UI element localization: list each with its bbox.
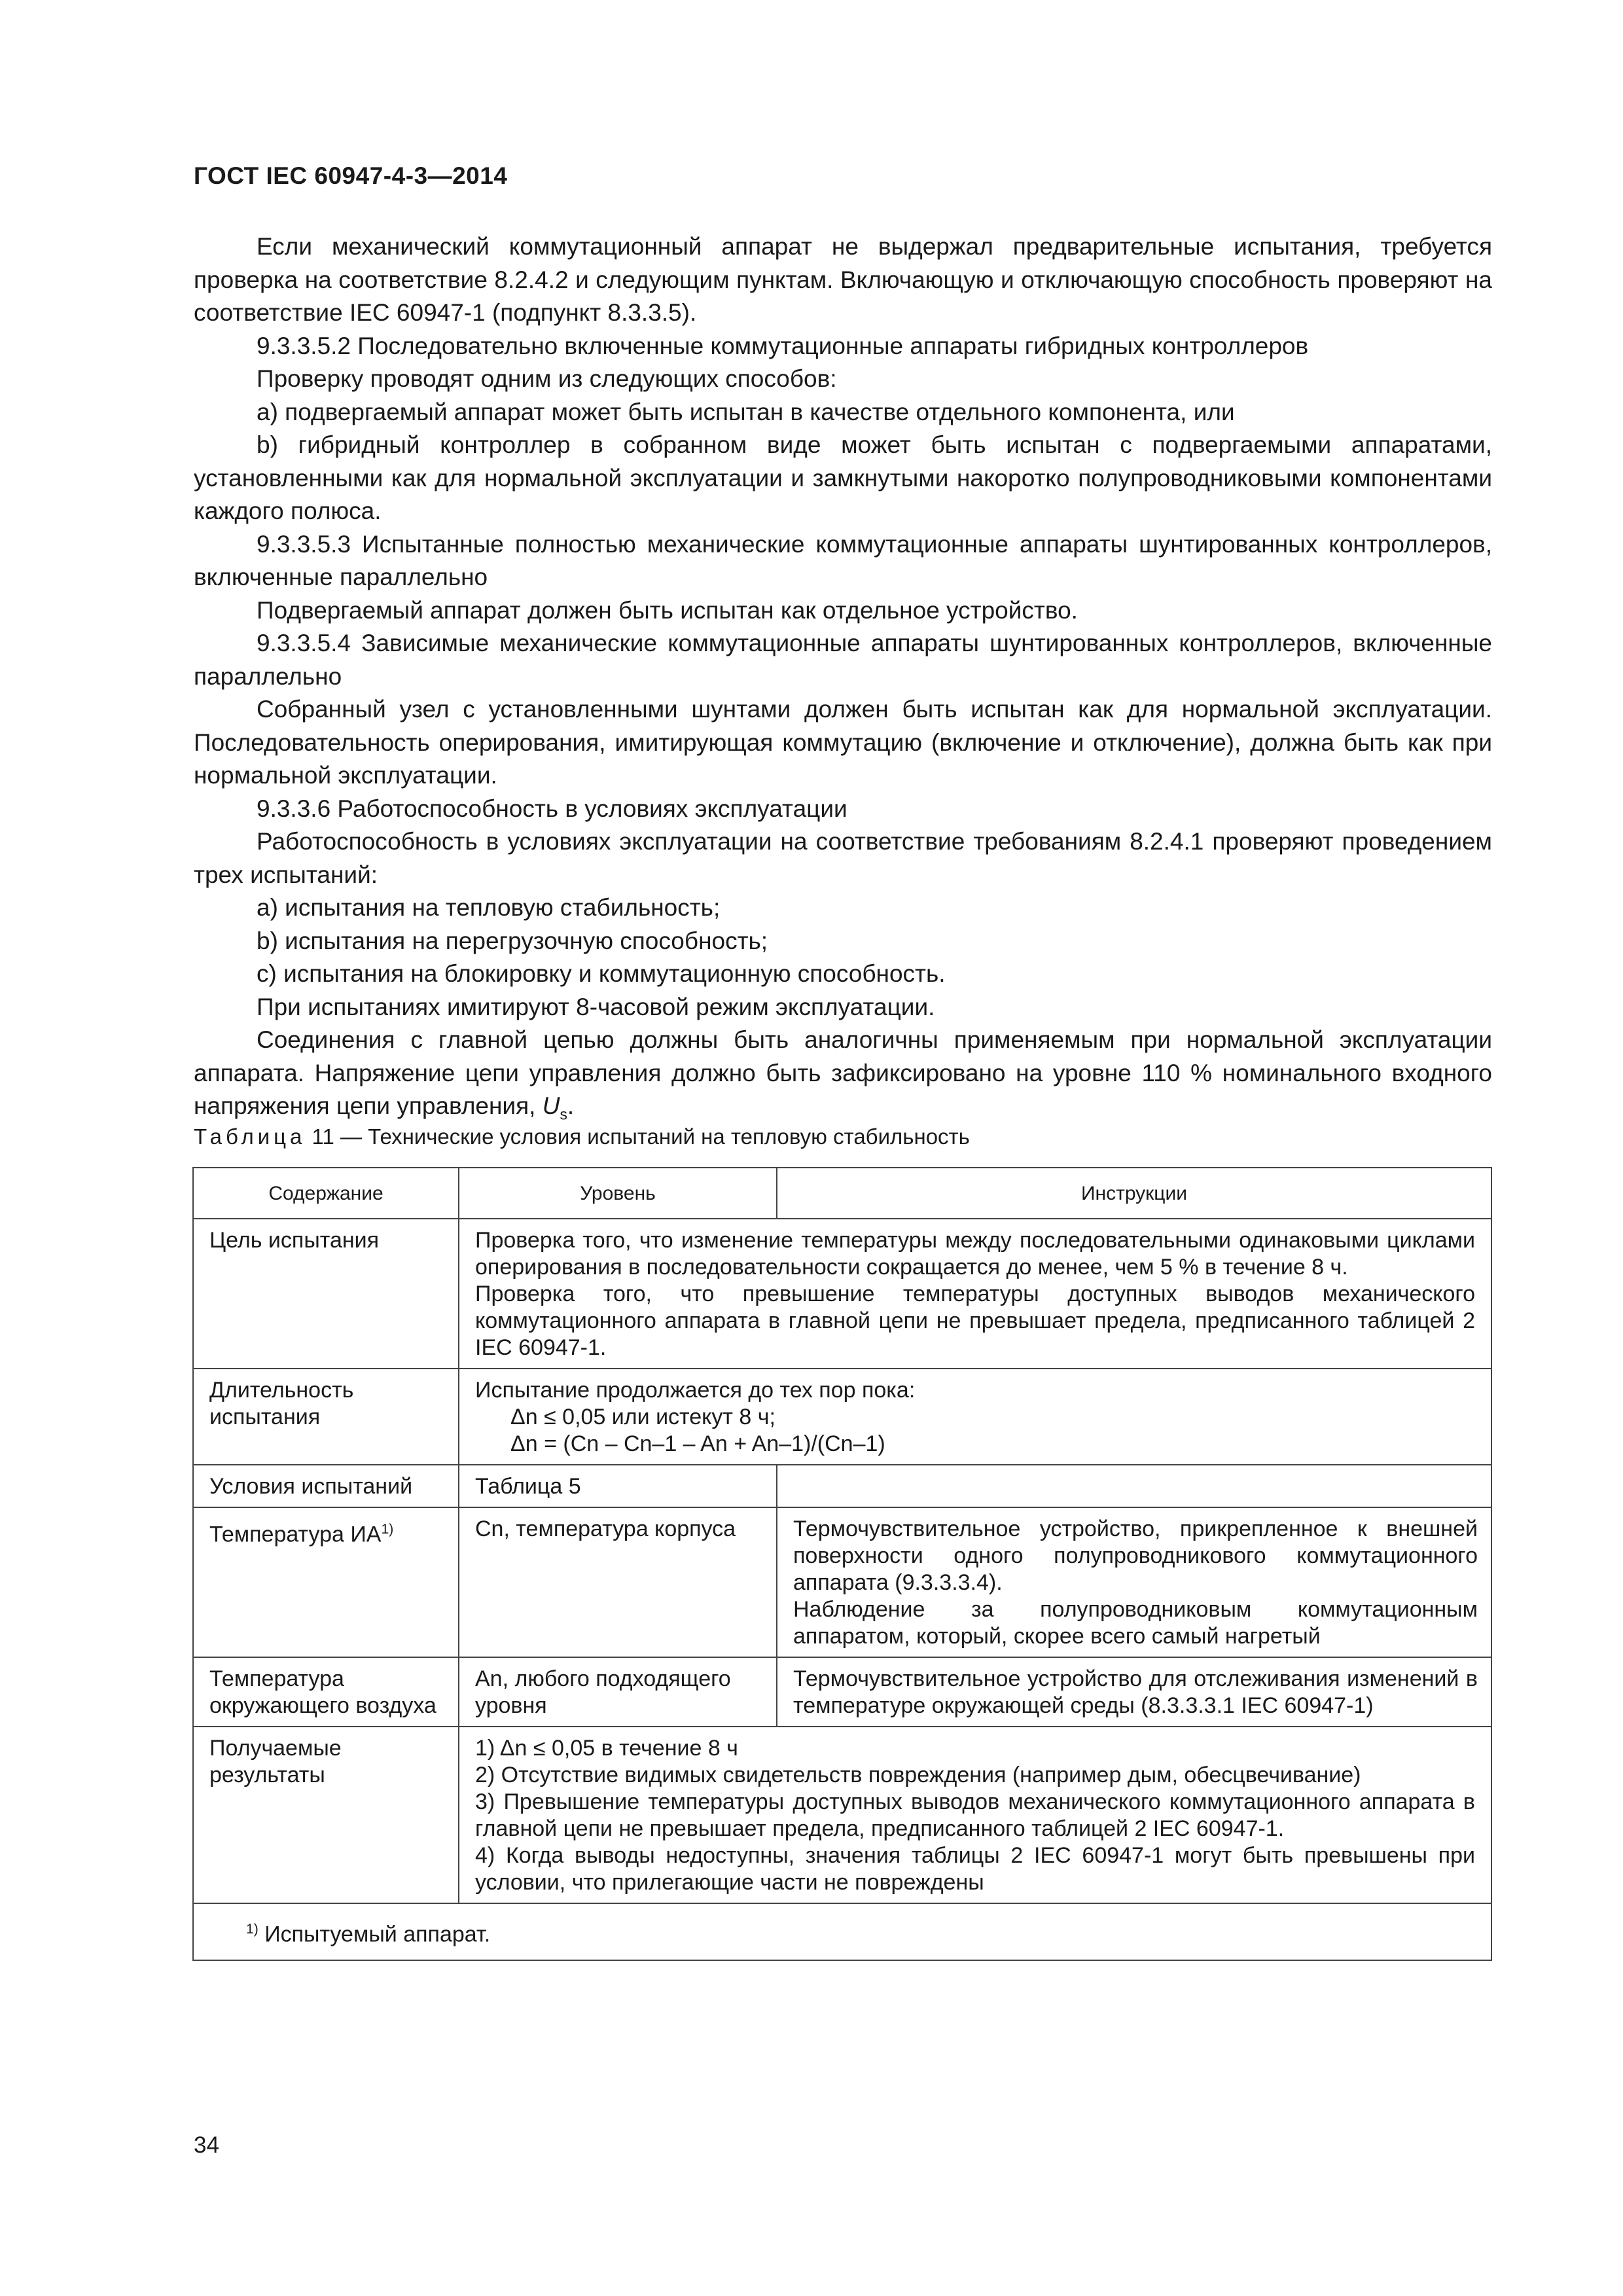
result-item: 1) Δn ≤ 0,05 в течение 8 ч bbox=[475, 1736, 738, 1761]
result-item: 2) Отсутствие видимых свидетельств повреждения (например дым, обесцвечивание) bbox=[475, 1763, 1361, 1787]
row-text-line: Наблюдение за полупроводниковым коммутационным аппаратом, который, скорее всего самый нагретый bbox=[793, 1597, 1478, 1649]
row-label bbox=[193, 1507, 459, 1657]
paragraph: Подвергаемый аппарат должен быть испытан как отдельное устройство. bbox=[257, 596, 1078, 624]
row-text-line: Проверка того, что превышение температуры доступных выводов механического коммутационного аппарата в главной цепи не превышает предела, предписанного таблицей 2 IEC 60947-1. bbox=[475, 1282, 1475, 1360]
section-heading-9-3-3-5-3: 9.3.3.5.3 Испытанные полностью механические коммутационные аппараты шунтированных контроллеров, включенные параллельно bbox=[194, 530, 1492, 590]
row-text bbox=[459, 1219, 1491, 1369]
table-row bbox=[193, 1465, 1491, 1507]
list-item: a) подвергаемый аппарат может быть испытан в качестве отдельного компонента, или bbox=[257, 398, 1235, 425]
row-label-text: Температура ИА bbox=[209, 1522, 382, 1547]
paragraph bbox=[194, 1024, 1492, 1131]
row-label: Длительность испытания bbox=[193, 1369, 459, 1465]
paragraph: При испытаниях имитируют 8-часовой режим эксплуатации. bbox=[257, 993, 935, 1020]
paragraph-end: . bbox=[567, 1092, 575, 1119]
table-caption-text: 11 — Технические условия испытаний на тепловую стабильность bbox=[306, 1124, 970, 1149]
symbol-u: U bbox=[542, 1092, 560, 1119]
result-item: 3) Превышение температуры доступных выводов механического коммутационного аппарата в главной цепи не превышает предела, предписанного таблицей 2 IEC 60947-1. bbox=[475, 1789, 1475, 1841]
body-text bbox=[194, 230, 1492, 1131]
table-caption bbox=[194, 1124, 970, 1149]
document-header: ГОСТ IEC 60947-4-3—2014 bbox=[194, 162, 508, 189]
row-label: Цель испытания bbox=[193, 1219, 459, 1369]
row-label: Условия испытаний bbox=[193, 1465, 459, 1507]
list-item: a) испытания на тепловую стабильность; bbox=[257, 894, 721, 921]
paragraph: Проверку проводят одним из следующих способов: bbox=[257, 365, 837, 392]
header-level: Уровень bbox=[459, 1168, 777, 1219]
table-row bbox=[193, 1219, 1491, 1369]
row-instructions bbox=[777, 1465, 1491, 1507]
list-item: c) испытания на блокировку и коммутационную способность. bbox=[257, 960, 946, 987]
footnote-mark: 1) bbox=[246, 1922, 259, 1937]
row-instructions bbox=[777, 1507, 1491, 1657]
table-header-row bbox=[193, 1168, 1491, 1219]
footnote-ref: 1) bbox=[381, 1522, 394, 1537]
formula-line: Δn = (Cn – Cn–1 – An + An–1)/(Cn–1) bbox=[510, 1431, 885, 1456]
row-label: Получаемые результаты bbox=[193, 1727, 459, 1903]
row-level: An, любого подходящего уровня bbox=[459, 1657, 777, 1727]
header-instructions: Инструкции bbox=[777, 1168, 1491, 1219]
result-item: 4) Когда выводы недоступны, значения таблицы 2 IEC 60947-1 могут быть превышены при условии, что прилегающие части не повреждены bbox=[475, 1843, 1475, 1895]
header-content: Содержание bbox=[193, 1168, 459, 1219]
row-text-line: Испытание продолжается до тех пор пока: bbox=[475, 1378, 916, 1403]
footnote-text: Испытуемый аппарат. bbox=[258, 1922, 491, 1947]
row-label: Температура окружающего воздуха bbox=[193, 1657, 459, 1727]
spec-table bbox=[192, 1167, 1492, 1961]
list-item: b) испытания на перегрузочную способность; bbox=[257, 927, 768, 954]
row-text bbox=[459, 1727, 1491, 1903]
paragraph: Работоспособность в условиях эксплуатации на соответствие требованиям 8.2.4.1 проверяют проведением трех испытаний: bbox=[194, 828, 1492, 888]
row-level: Cn, температура корпуса bbox=[459, 1507, 777, 1657]
paragraph: Если механический коммутационный аппарат не выдержал предварительные испытания, требуется проверка на соответствие 8.2.4.2 и следующим пунктам. Включающую и отключающую способность проверяют на соответствие IEC 60947-1 (подпункт 8.3.3.5). bbox=[194, 233, 1492, 326]
row-text-line: Проверка того, что изменение температуры между последовательными одинаковыми циклами оперирования в последовательности сокращается до менее, чем 5 % в течение 8 ч. bbox=[475, 1228, 1475, 1280]
page-number: 34 bbox=[194, 2132, 219, 2158]
row-text-line: Термочувствительное устройство, прикрепленное к внешней поверхности одного полупроводникового коммутационного аппарата (9.3.3.3.4). bbox=[793, 1516, 1478, 1595]
list-item: b) гибридный контроллер в собранном виде может быть испытан с подвергаемыми аппаратами, установленными как для нормальной эксплуатации и замкнутыми накоротко полупроводниковыми компонентами каждого полюса. bbox=[194, 431, 1492, 524]
table-row bbox=[193, 1369, 1491, 1465]
row-text bbox=[459, 1369, 1491, 1465]
section-heading-9-3-3-5-4: 9.3.3.5.4 Зависимые механические коммутационные аппараты шунтированных контроллеров, включенные параллельно bbox=[194, 630, 1492, 690]
table-footnote bbox=[193, 1903, 1491, 1960]
row-level: Таблица 5 bbox=[459, 1465, 777, 1507]
table-footnote-row bbox=[193, 1903, 1491, 1960]
section-heading-9-3-3-5-2: 9.3.3.5.2 Последовательно включенные коммутационные аппараты гибридных контроллеров bbox=[257, 332, 1309, 359]
table-row bbox=[193, 1507, 1491, 1657]
section-heading-9-3-3-6: 9.3.3.6 Работоспособность в условиях эксплуатации bbox=[257, 795, 847, 822]
table-row bbox=[193, 1727, 1491, 1903]
paragraph-text: Соединения с главной цепью должны быть аналогичны применяемым при нормальной эксплуатации аппарата. Напряжение цепи управления должно быть зафиксировано на уровне 110 % номинального входного напряжения цепи управления, bbox=[194, 1026, 1492, 1119]
symbol-subscript: s bbox=[560, 1105, 567, 1123]
paragraph: Собранный узел с установленными шунтами должен быть испытан как для нормальной эксплуатации. Последовательность оперирования, имитирующая коммутацию (включение и отключение), должна быть как при нормальной эксплуатации. bbox=[194, 696, 1492, 789]
row-instructions: Термочувствительное устройство для отслеживания изменений в температуре окружающей среды (8.3.3.3.1 IEC 60947-1) bbox=[777, 1657, 1491, 1727]
formula-line: Δn ≤ 0,05 или истекут 8 ч; bbox=[510, 1405, 776, 1429]
table-row bbox=[193, 1657, 1491, 1727]
table-caption-prefix: Таблица bbox=[194, 1124, 306, 1149]
